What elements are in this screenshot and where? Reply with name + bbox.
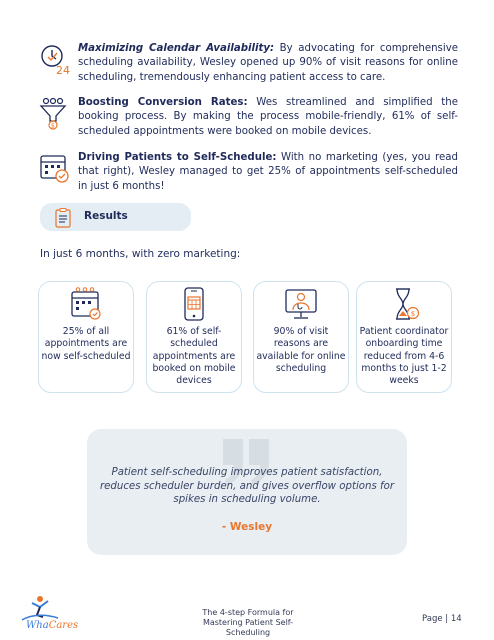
stat-card-text: 61% of self-scheduled appointments are booked on mobile devices <box>152 326 236 387</box>
bullet-calendar-availability <box>38 42 458 85</box>
stat-card <box>146 281 242 393</box>
stat-card-text: 90% of visit reasons are available for online scheduling <box>256 326 346 374</box>
calendar-user-icon <box>68 286 104 322</box>
logo-part-2: Cares <box>48 620 79 631</box>
quote-text: Patient self-scheduling improves patient satisfaction, reduces scheduler burden, and gives overflow options for spikes in scheduling volume. <box>99 467 395 505</box>
doctor-monitor-icon <box>283 286 319 322</box>
bullet-title: Boosting Conversion Rates: <box>78 97 248 108</box>
results-intro: In just 6 months, with zero marketing: <box>40 248 241 260</box>
stat-card <box>38 281 134 393</box>
mobile-calendar-icon <box>176 286 212 322</box>
results-heading <box>40 203 191 231</box>
bullet-body: Wes streamlined and simplified the booking process. By making the process mobile-friendly, 61% of self-scheduled appointments were booked on mobile devices. <box>78 97 458 137</box>
bullet-driving-patients <box>38 151 458 194</box>
hourglass-coin-icon <box>386 286 422 322</box>
testimonial-quote <box>87 429 407 555</box>
stat-card <box>253 281 349 393</box>
logo-part-1: Wha <box>26 620 49 631</box>
calendar-check-icon <box>38 151 72 185</box>
stat-card <box>356 281 452 393</box>
logo-wordmark <box>26 620 78 631</box>
svg-text:24: 24 <box>56 64 70 76</box>
quote-author: - Wesley <box>221 521 273 533</box>
funnel-dollar-icon <box>38 96 72 130</box>
footer-title: The 4-step Formula for Mastering Patient Self-Scheduling <box>202 608 294 637</box>
bullet-body: By advocating for comprehensive scheduling availability, Wesley opened up 90% of visit reasons for online scheduling, tremendously enhancing patient access to care. <box>78 43 458 83</box>
svg-text:$: $ <box>410 310 416 318</box>
bullet-conversion-rates <box>38 96 458 139</box>
stat-card-text: 25% of all appointments are now self-scheduled <box>41 326 131 362</box>
bullet-title: Driving Patients to Self-Schedule: <box>78 152 277 163</box>
svg-text:$: $ <box>51 122 55 130</box>
results-label: Results <box>84 210 128 222</box>
page-number: Page | 14 <box>422 614 462 624</box>
clipboard-icon <box>52 207 74 229</box>
bullet-body: With no marketing (yes, you read that right), Wesley managed to get 25% of appointments self-scheduled in just 6 months! <box>78 152 458 192</box>
calendar-24-icon <box>38 42 72 76</box>
bullet-title: Maximizing Calendar Availability: <box>78 43 275 54</box>
stat-card-text: Patient coordinator onboarding time reduced from 4-6 months to just 1-2 weeks <box>359 326 449 387</box>
